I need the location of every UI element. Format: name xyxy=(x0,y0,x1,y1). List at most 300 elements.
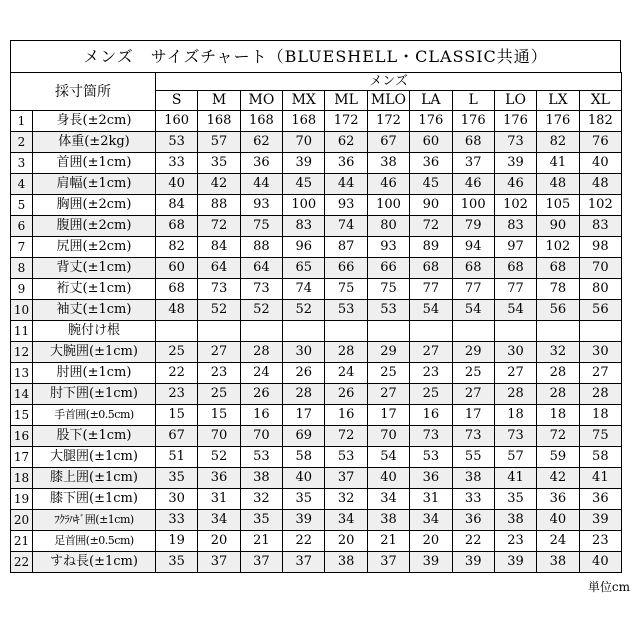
value-cell: 77 xyxy=(452,279,494,300)
size-header: MX xyxy=(283,91,325,111)
value-cell: 68 xyxy=(156,279,198,300)
row-number: 17 xyxy=(11,447,33,468)
value-cell: 182 xyxy=(579,111,621,132)
measurement-label: 体重(±2kg) xyxy=(33,132,156,153)
value-cell xyxy=(283,321,325,342)
measurement-label: 肘囲(±1cm) xyxy=(33,363,156,384)
value-cell: 23 xyxy=(579,531,621,552)
value-cell: 52 xyxy=(198,300,240,321)
value-cell: 33 xyxy=(156,510,198,531)
value-cell: 64 xyxy=(198,258,240,279)
value-cell: 28 xyxy=(579,384,621,405)
value-cell: 75 xyxy=(325,279,367,300)
value-cell: 20 xyxy=(410,531,452,552)
value-cell: 48 xyxy=(579,174,621,195)
measurement-label: 腕付け根 xyxy=(33,321,156,342)
value-cell: 27 xyxy=(410,342,452,363)
value-cell: 38 xyxy=(537,552,579,573)
value-cell: 33 xyxy=(452,489,494,510)
value-cell: 46 xyxy=(452,174,494,195)
value-cell: 48 xyxy=(537,174,579,195)
value-cell: 31 xyxy=(410,489,452,510)
size-chart xyxy=(10,40,621,573)
value-cell: 67 xyxy=(367,132,409,153)
value-cell: 93 xyxy=(240,195,282,216)
value-cell: 30 xyxy=(156,489,198,510)
value-cell: 97 xyxy=(494,237,536,258)
value-cell: 79 xyxy=(452,216,494,237)
unit-note: 単位cm xyxy=(587,580,630,594)
value-cell: 38 xyxy=(494,510,536,531)
size-header: ML xyxy=(325,91,367,111)
value-cell: 73 xyxy=(494,132,536,153)
value-cell: 56 xyxy=(537,300,579,321)
value-cell: 168 xyxy=(240,111,282,132)
value-cell: 40 xyxy=(367,468,409,489)
row-number: 1 xyxy=(11,111,33,132)
value-cell: 41 xyxy=(537,153,579,174)
value-cell: 42 xyxy=(198,174,240,195)
table-row xyxy=(11,279,622,300)
value-cell: 38 xyxy=(367,510,409,531)
value-cell: 15 xyxy=(198,405,240,426)
measurement-label: 膝上囲(±1cm) xyxy=(33,468,156,489)
value-cell: 52 xyxy=(198,447,240,468)
row-number: 4 xyxy=(11,174,33,195)
value-cell: 28 xyxy=(537,384,579,405)
row-number: 6 xyxy=(11,216,33,237)
value-cell: 70 xyxy=(367,426,409,447)
value-cell: 70 xyxy=(579,258,621,279)
table-row xyxy=(11,216,622,237)
value-cell xyxy=(156,321,198,342)
size-header: S xyxy=(156,91,198,111)
value-cell: 72 xyxy=(410,216,452,237)
value-cell: 176 xyxy=(494,111,536,132)
value-cell: 89 xyxy=(410,237,452,258)
value-cell: 76 xyxy=(579,132,621,153)
value-cell: 52 xyxy=(283,300,325,321)
table-row xyxy=(11,258,622,279)
value-cell: 67 xyxy=(156,426,198,447)
value-cell: 176 xyxy=(537,111,579,132)
value-cell: 68 xyxy=(537,258,579,279)
value-cell: 160 xyxy=(156,111,198,132)
table-body xyxy=(11,111,622,573)
value-cell: 22 xyxy=(452,531,494,552)
value-cell: 54 xyxy=(494,300,536,321)
value-cell: 39 xyxy=(452,552,494,573)
row-number: 21 xyxy=(11,531,33,552)
measurement-label: 袖丈(±1cm) xyxy=(33,300,156,321)
value-cell: 83 xyxy=(494,216,536,237)
value-cell: 27 xyxy=(494,363,536,384)
value-cell: 65 xyxy=(283,258,325,279)
value-cell: 172 xyxy=(325,111,367,132)
measurement-label: 裄丈(±1cm) xyxy=(33,279,156,300)
table-row xyxy=(11,426,622,447)
value-cell: 19 xyxy=(156,531,198,552)
size-header: LA xyxy=(410,91,452,111)
value-cell: 90 xyxy=(410,195,452,216)
value-cell: 72 xyxy=(198,216,240,237)
value-cell: 36 xyxy=(325,153,367,174)
table-row xyxy=(11,153,622,174)
size-header: XL xyxy=(579,91,621,111)
value-cell: 28 xyxy=(325,342,367,363)
value-cell: 52 xyxy=(240,300,282,321)
row-number: 8 xyxy=(11,258,33,279)
value-cell: 36 xyxy=(198,468,240,489)
value-cell: 38 xyxy=(240,468,282,489)
value-cell: 27 xyxy=(198,342,240,363)
value-cell: 24 xyxy=(240,363,282,384)
value-cell: 24 xyxy=(325,363,367,384)
value-cell: 83 xyxy=(283,216,325,237)
size-header: LX xyxy=(537,91,579,111)
measurement-label: 肩幅(±1cm) xyxy=(33,174,156,195)
value-cell: 53 xyxy=(325,300,367,321)
value-cell: 30 xyxy=(494,342,536,363)
value-cell: 37 xyxy=(240,552,282,573)
value-cell: 35 xyxy=(198,153,240,174)
value-cell: 17 xyxy=(283,405,325,426)
value-cell: 73 xyxy=(494,426,536,447)
value-cell: 60 xyxy=(410,132,452,153)
value-cell: 70 xyxy=(240,426,282,447)
row-number: 13 xyxy=(11,363,33,384)
value-cell: 40 xyxy=(537,510,579,531)
value-cell: 35 xyxy=(240,510,282,531)
row-number: 19 xyxy=(11,489,33,510)
value-cell: 36 xyxy=(579,489,621,510)
value-cell: 74 xyxy=(283,279,325,300)
value-cell xyxy=(452,321,494,342)
value-cell: 41 xyxy=(494,468,536,489)
value-cell: 78 xyxy=(537,279,579,300)
value-cell: 77 xyxy=(494,279,536,300)
value-cell: 73 xyxy=(240,279,282,300)
table-row xyxy=(11,405,622,426)
row-number: 22 xyxy=(11,552,33,573)
value-cell: 23 xyxy=(410,363,452,384)
value-cell: 16 xyxy=(240,405,282,426)
row-number: 7 xyxy=(11,237,33,258)
value-cell: 72 xyxy=(325,426,367,447)
value-cell: 23 xyxy=(494,531,536,552)
value-cell: 36 xyxy=(410,153,452,174)
value-cell: 37 xyxy=(198,552,240,573)
measurement-label: 大腿囲(±1cm) xyxy=(33,447,156,468)
value-cell: 20 xyxy=(325,531,367,552)
value-cell: 22 xyxy=(283,531,325,552)
value-cell: 96 xyxy=(283,237,325,258)
value-cell: 59 xyxy=(537,447,579,468)
value-cell: 73 xyxy=(198,279,240,300)
value-cell: 73 xyxy=(452,426,494,447)
value-cell: 16 xyxy=(410,405,452,426)
value-cell: 25 xyxy=(452,363,494,384)
value-cell: 41 xyxy=(579,468,621,489)
value-cell: 39 xyxy=(579,510,621,531)
value-cell: 45 xyxy=(410,174,452,195)
measurement-label: すね長(±1cm) xyxy=(33,552,156,573)
table-row xyxy=(11,132,622,153)
value-cell: 36 xyxy=(240,153,282,174)
value-cell: 35 xyxy=(156,552,198,573)
value-cell: 74 xyxy=(325,216,367,237)
row-number: 3 xyxy=(11,153,33,174)
measurement-label: 首囲(±1cm) xyxy=(33,153,156,174)
value-cell: 36 xyxy=(452,510,494,531)
measurement-label: 膝下囲(±1cm) xyxy=(33,489,156,510)
value-cell: 98 xyxy=(579,237,621,258)
value-cell: 83 xyxy=(579,216,621,237)
value-cell: 80 xyxy=(579,279,621,300)
row-number: 5 xyxy=(11,195,33,216)
value-cell: 34 xyxy=(198,510,240,531)
value-cell: 53 xyxy=(156,132,198,153)
value-cell: 23 xyxy=(198,363,240,384)
value-cell: 72 xyxy=(537,426,579,447)
measurement-label: 肘下囲(±1cm) xyxy=(33,384,156,405)
row-number: 9 xyxy=(11,279,33,300)
row-number: 11 xyxy=(11,321,33,342)
value-cell: 27 xyxy=(367,384,409,405)
value-cell xyxy=(367,321,409,342)
value-cell: 20 xyxy=(198,531,240,552)
measurement-label: 身長(±2cm) xyxy=(33,111,156,132)
row-number: 15 xyxy=(11,405,33,426)
value-cell: 38 xyxy=(452,468,494,489)
value-cell: 62 xyxy=(325,132,367,153)
measurement-label: 腹囲(±2cm) xyxy=(33,216,156,237)
value-cell: 36 xyxy=(410,468,452,489)
table-row xyxy=(11,195,622,216)
value-cell: 22 xyxy=(156,363,198,384)
table-row xyxy=(11,489,622,510)
value-cell: 23 xyxy=(156,384,198,405)
size-header: MO xyxy=(240,91,282,111)
table-row xyxy=(11,174,622,195)
value-cell: 84 xyxy=(156,195,198,216)
value-cell: 55 xyxy=(452,447,494,468)
measurement-label: 胸囲(±2cm) xyxy=(33,195,156,216)
value-cell: 18 xyxy=(579,405,621,426)
value-cell: 57 xyxy=(494,447,536,468)
value-cell: 88 xyxy=(198,195,240,216)
value-cell: 68 xyxy=(452,258,494,279)
value-cell: 17 xyxy=(367,405,409,426)
value-cell: 18 xyxy=(494,405,536,426)
value-cell xyxy=(198,321,240,342)
table-row xyxy=(11,531,622,552)
value-cell: 30 xyxy=(283,342,325,363)
header-row-group xyxy=(11,73,622,91)
table-row xyxy=(11,363,622,384)
table-row xyxy=(11,447,622,468)
value-cell: 73 xyxy=(410,426,452,447)
value-cell: 54 xyxy=(452,300,494,321)
value-cell: 39 xyxy=(494,552,536,573)
value-cell: 58 xyxy=(579,447,621,468)
value-cell: 16 xyxy=(325,405,367,426)
value-cell: 102 xyxy=(537,237,579,258)
table-row xyxy=(11,300,622,321)
value-cell: 25 xyxy=(198,384,240,405)
value-cell: 40 xyxy=(579,552,621,573)
value-cell: 93 xyxy=(367,237,409,258)
value-cell: 90 xyxy=(537,216,579,237)
value-cell: 39 xyxy=(410,552,452,573)
value-cell: 27 xyxy=(579,363,621,384)
value-cell: 40 xyxy=(579,153,621,174)
value-cell: 80 xyxy=(367,216,409,237)
table-row xyxy=(11,237,622,258)
value-cell: 32 xyxy=(325,489,367,510)
value-cell: 28 xyxy=(537,363,579,384)
value-cell: 42 xyxy=(537,468,579,489)
value-cell: 70 xyxy=(283,132,325,153)
value-cell: 70 xyxy=(198,426,240,447)
size-header: L xyxy=(452,91,494,111)
measurement-label: 尻囲(±2cm) xyxy=(33,237,156,258)
row-number: 2 xyxy=(11,132,33,153)
value-cell xyxy=(240,321,282,342)
value-cell: 32 xyxy=(537,342,579,363)
size-header: M xyxy=(198,91,240,111)
table-row xyxy=(11,321,622,342)
value-cell: 21 xyxy=(367,531,409,552)
size-table xyxy=(10,72,622,573)
value-cell: 51 xyxy=(156,447,198,468)
value-cell: 30 xyxy=(579,342,621,363)
table-row xyxy=(11,510,622,531)
value-cell: 32 xyxy=(240,489,282,510)
measurement-label: 大腕囲(±1cm) xyxy=(33,342,156,363)
value-cell: 35 xyxy=(494,489,536,510)
value-cell: 45 xyxy=(283,174,325,195)
value-cell: 57 xyxy=(198,132,240,153)
row-number: 14 xyxy=(11,384,33,405)
table-row xyxy=(11,111,622,132)
value-cell: 25 xyxy=(367,363,409,384)
value-cell: 53 xyxy=(410,447,452,468)
chart-title: メンズ サイズチャート（BLUESHELL・CLASSIC共通） xyxy=(10,40,621,72)
value-cell: 84 xyxy=(198,237,240,258)
value-cell: 94 xyxy=(452,237,494,258)
value-cell: 46 xyxy=(367,174,409,195)
value-cell: 56 xyxy=(579,300,621,321)
value-cell: 102 xyxy=(494,195,536,216)
value-cell: 172 xyxy=(367,111,409,132)
value-cell: 34 xyxy=(410,510,452,531)
size-header: LO xyxy=(494,91,536,111)
value-cell: 54 xyxy=(367,447,409,468)
value-cell: 36 xyxy=(537,489,579,510)
measurement-label: 手首囲(±0.5cm) xyxy=(33,405,156,426)
value-cell: 82 xyxy=(156,237,198,258)
size-header: MLO xyxy=(367,91,409,111)
value-cell: 25 xyxy=(156,342,198,363)
value-cell: 25 xyxy=(410,384,452,405)
value-cell: 102 xyxy=(579,195,621,216)
value-cell: 35 xyxy=(283,489,325,510)
value-cell: 66 xyxy=(325,258,367,279)
value-cell: 168 xyxy=(283,111,325,132)
value-cell: 69 xyxy=(283,426,325,447)
value-cell: 40 xyxy=(156,174,198,195)
value-cell: 18 xyxy=(537,405,579,426)
item-column-header: 採寸箇所 xyxy=(11,73,156,111)
value-cell: 88 xyxy=(240,237,282,258)
value-cell: 17 xyxy=(452,405,494,426)
group-header: メンズ xyxy=(156,73,622,91)
value-cell: 75 xyxy=(240,216,282,237)
value-cell: 34 xyxy=(367,489,409,510)
value-cell: 46 xyxy=(494,174,536,195)
value-cell: 68 xyxy=(410,258,452,279)
value-cell: 29 xyxy=(367,342,409,363)
value-cell: 39 xyxy=(283,510,325,531)
value-cell: 105 xyxy=(537,195,579,216)
value-cell: 28 xyxy=(283,384,325,405)
table-row xyxy=(11,342,622,363)
row-number: 12 xyxy=(11,342,33,363)
value-cell: 68 xyxy=(452,132,494,153)
value-cell: 39 xyxy=(283,153,325,174)
table-row xyxy=(11,384,622,405)
value-cell: 58 xyxy=(283,447,325,468)
value-cell: 37 xyxy=(367,552,409,573)
value-cell xyxy=(325,321,367,342)
value-cell: 62 xyxy=(240,132,282,153)
value-cell: 82 xyxy=(537,132,579,153)
value-cell: 64 xyxy=(240,258,282,279)
value-cell: 38 xyxy=(367,153,409,174)
measurement-label: 股下(±1cm) xyxy=(33,426,156,447)
value-cell: 28 xyxy=(240,342,282,363)
value-cell: 44 xyxy=(240,174,282,195)
value-cell: 176 xyxy=(410,111,452,132)
value-cell: 39 xyxy=(494,153,536,174)
value-cell: 53 xyxy=(240,447,282,468)
value-cell: 37 xyxy=(325,468,367,489)
value-cell xyxy=(410,321,452,342)
value-cell: 48 xyxy=(156,300,198,321)
value-cell: 15 xyxy=(156,405,198,426)
value-cell: 53 xyxy=(367,300,409,321)
value-cell xyxy=(537,321,579,342)
value-cell: 28 xyxy=(494,384,536,405)
value-cell: 27 xyxy=(452,384,494,405)
value-cell: 34 xyxy=(325,510,367,531)
value-cell: 68 xyxy=(156,216,198,237)
measurement-label: ﾌｸﾗﾊｷﾞ囲(±1cm) xyxy=(33,510,156,531)
value-cell: 31 xyxy=(198,489,240,510)
value-cell: 26 xyxy=(325,384,367,405)
value-cell: 168 xyxy=(198,111,240,132)
table-row xyxy=(11,468,622,489)
row-number: 20 xyxy=(11,510,33,531)
value-cell: 54 xyxy=(410,300,452,321)
value-cell: 44 xyxy=(325,174,367,195)
value-cell: 66 xyxy=(367,258,409,279)
value-cell: 24 xyxy=(537,531,579,552)
value-cell: 100 xyxy=(367,195,409,216)
value-cell: 37 xyxy=(283,552,325,573)
value-cell xyxy=(579,321,621,342)
